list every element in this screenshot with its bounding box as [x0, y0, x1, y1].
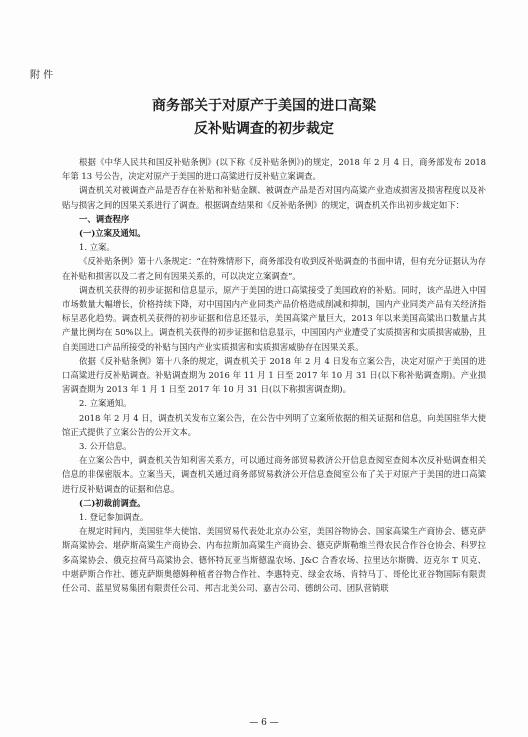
section-heading-procedure: 一、调查程序 — [79, 213, 130, 224]
paragraph-evidence: 调查机关获得的初步证据和信息显示，原产于美国的进口高粱接受了美国政府的补贴。同时，该产品进入中国市场数量大幅增长，价格持续下降，对中国国内产业同类产品价格造成削减和抑制，国内产业同类产品有关经济指标呈恶化趋势。调查机关获得的初步证据和信息还显示，美国高粱产量巨大，2013 年以来美国高粱出口数量占其产量比例均在 50%以上。调查机关获得的初步证据和信息显示，中国国内产业遭受了实质损害和实质损害威胁，且自美国进口产品所接受的补贴与国内产业实质损害和实质损害威胁存在因果关系。 — [62, 284, 486, 352]
appendix-label: 附 件 — [30, 70, 54, 81]
item-heading-initiation: 1. 立案。 — [79, 242, 115, 253]
paragraph-periods: 依据《反补贴条例》第十八条的规定，调查机关于 2018 年 2 月 4 日发布立案公告，决定对原产于美国的进口高粱进行反补贴调查。补贴调查期为 2016 年 11 月 1 日至 2017 年 10 月 31 日(以下称补贴调查期)。产业损害调查期为 2013 年 1 月 1 日至 2017 年 10 月 31 日(以下称损害调查期)。 — [62, 355, 486, 395]
paragraph-registration: 在规定时间内，美国驻华大使馆、美国贸易代表处北京办公室，美国谷物协会、国家高粱生产商协会、德克萨斯高粱协会、堪萨斯高粱生产商协会、内布拉斯加高粱生产商协会、德克萨斯勒维兰得农民合作谷仓协会、科罗拉多高粱协会、俄克拉荷马高粱协会、德怀特瓦亚当斯德温农场、J&C 合香农场、拉里达尔斯腾、迈克尔 T 贝克、中堪萨斯合作社、德克萨斯奥德姆种植者谷物合作社、李惠特克、绿金农场、肯特马丁、哥伦比亚谷物国际有限责任公司、蓝星贸易集团有限责任公司、邦吉北美公司、嘉吉公司、德朗公司、团队营销联 — [62, 526, 486, 594]
document-title-line2: 反补贴调查的初步裁定 — [194, 121, 334, 137]
paragraph-notification: 2018 年 2 月 4 日，调查机关发布立案公告，在公告中列明了立案所依据的相关证据和信息，向美国驻华大使馆正式提供了立案公告的公开文本。 — [62, 412, 486, 437]
paragraph-scope: 调查机关对被调查产品是否存在补贴和补贴金额、被调查产品是否对国内高粱产业造成损害及损害程度以及补贴与损害之间的因果关系进行了调查。根据调查结果和《反补贴条例》的规定，调查机关作出初步裁定如下： — [62, 185, 486, 210]
item-heading-public-info: 3. 公开信息。 — [79, 441, 132, 452]
item-heading-notification: 2. 立案通知。 — [79, 398, 132, 409]
item-heading-registration: 1. 登记参加调查。 — [79, 512, 149, 523]
document-body — [62, 155, 486, 595]
paragraph-article18: 《反补贴条例》第十八条规定：“在特殊情形下，商务部没有收到反补贴调查的书面申请，但有充分证据认为存在补贴和损害以及二者之间有因果关系的，可以决定立案调查”。 — [62, 256, 486, 281]
document-title-line1: 商务部关于对原产于美国的进口高粱 — [152, 98, 376, 114]
subsection-heading-pre-ruling: (二)初裁前调查。 — [79, 497, 146, 508]
page-number: — 6 — — [249, 718, 279, 728]
paragraph-public-info: 在立案公告中，调查机关告知利害关系方，可以通过商务部贸易救济公开信息查阅室查阅本次反补贴调查相关信息的非保密版本。立案当天，调查机关通过商务部贸易救济公开信息查阅室公布了关于对原产于美国的进口高粱进行反补贴调查的证据和信息。 — [62, 455, 486, 494]
paragraph-intro: 根据《中华人民共和国反补贴条例》(以下称《反补贴条例》)的规定，2018 年 2 月 4 日，商务部发布 2018 年第 13 号公告，决定对原产于美国的进口高粱进行反补贴立案调查。 — [62, 157, 486, 182]
subsection-heading-initiation: (一)立案及通知。 — [79, 228, 146, 239]
